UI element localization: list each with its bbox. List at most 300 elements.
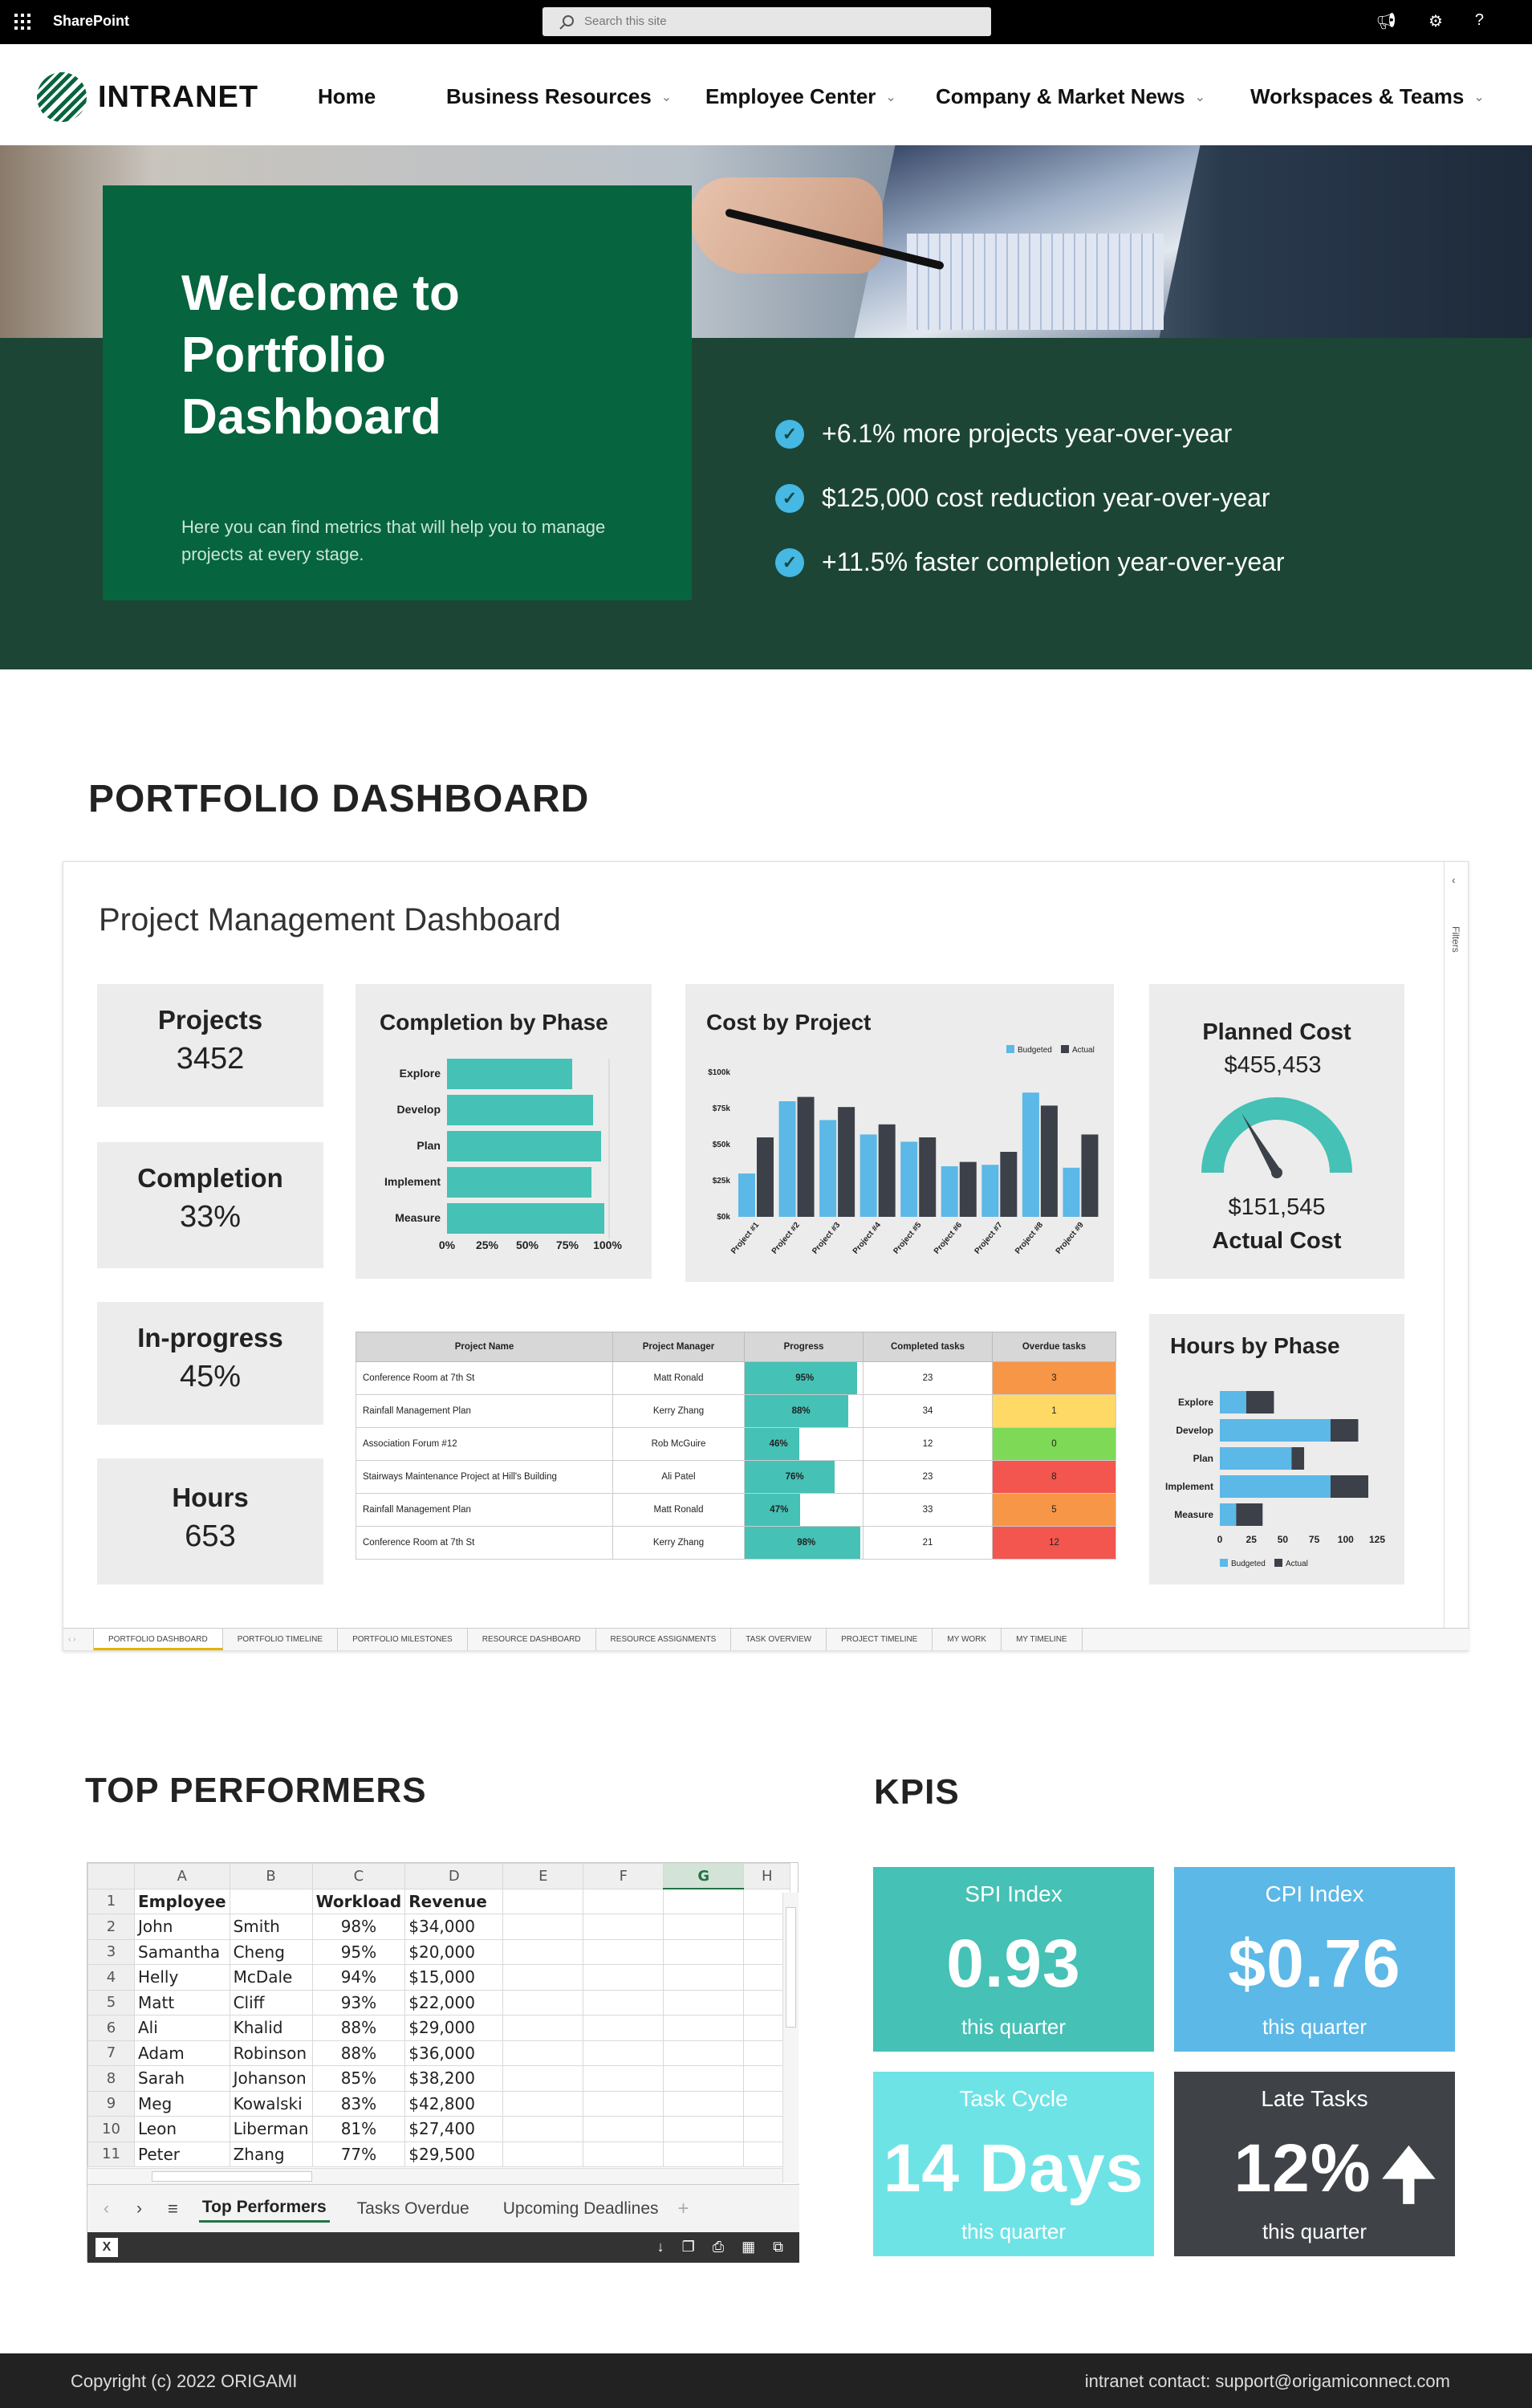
top-performers-heading: TOP PERFORMERS xyxy=(85,1771,427,1810)
cell[interactable]: Peter xyxy=(135,2142,230,2167)
planned-cost-value: $455,453 xyxy=(1224,1052,1322,1078)
cell[interactable] xyxy=(503,2066,583,2092)
cost-by-project-chart[interactable] xyxy=(685,1040,1114,1281)
bar xyxy=(900,1141,917,1217)
cell[interactable]: 88% xyxy=(312,2015,405,2041)
tick-label: 25% xyxy=(475,1239,499,1251)
powerbi-report xyxy=(63,861,1469,1651)
project-name: Stairways Maintenance Project at Hill's Building xyxy=(356,1461,613,1494)
cell[interactable] xyxy=(664,2117,744,2142)
cell[interactable]: $42,800 xyxy=(405,2091,503,2117)
bar xyxy=(779,1101,796,1217)
category-label: Explore xyxy=(1177,1397,1213,1408)
legend-label: Actual xyxy=(1072,1046,1095,1055)
progress-cell xyxy=(745,1428,864,1461)
tick-label: 0% xyxy=(438,1239,456,1251)
gear-icon[interactable]: ⚙ xyxy=(1428,13,1443,31)
tick-label: 100% xyxy=(593,1239,622,1251)
site-footer xyxy=(0,2353,1532,2408)
logo-text: INTRANET xyxy=(98,79,259,114)
sheet-row xyxy=(88,2117,790,2142)
cell[interactable]: Matt xyxy=(135,1990,230,2015)
bar xyxy=(1331,1419,1358,1442)
table-row[interactable] xyxy=(356,1395,1116,1428)
cell[interactable] xyxy=(664,1990,744,2015)
cell[interactable]: Samantha xyxy=(135,1939,230,1965)
category-label: Project #9 xyxy=(1054,1220,1086,1256)
column-header[interactable]: E xyxy=(503,1864,583,1889)
cell[interactable]: $34,000 xyxy=(405,1914,503,1940)
cell[interactable]: Kowalski xyxy=(230,2091,312,2117)
excel-embed xyxy=(87,1862,799,2262)
legend-swatch xyxy=(1061,1045,1069,1053)
bar xyxy=(1220,1475,1331,1498)
bar xyxy=(1220,1391,1246,1413)
cell[interactable]: $15,000 xyxy=(405,1965,503,1991)
hero-card xyxy=(103,185,692,600)
cell[interactable] xyxy=(664,2040,744,2066)
row-number[interactable]: 1 xyxy=(88,1889,135,1914)
bar xyxy=(1291,1447,1304,1470)
cell[interactable] xyxy=(664,1914,744,1940)
column-header[interactable]: D xyxy=(405,1864,503,1889)
tick-label: 50% xyxy=(515,1239,539,1251)
bar xyxy=(860,1134,877,1217)
filters-label: Filters xyxy=(1450,926,1461,953)
bar xyxy=(838,1107,855,1217)
table-row[interactable] xyxy=(356,1461,1116,1494)
vertical-scrollbar[interactable] xyxy=(782,1893,799,2183)
cell[interactable] xyxy=(664,2091,744,2117)
bullet-text: +11.5% faster completion year-over-year xyxy=(822,547,1285,576)
cell[interactable] xyxy=(583,1939,664,1965)
completed-tasks: 33 xyxy=(864,1494,993,1527)
cell[interactable] xyxy=(664,1965,744,1991)
tick-label: $50k xyxy=(712,1141,730,1149)
column-header[interactable]: G xyxy=(664,1864,744,1889)
cell[interactable] xyxy=(503,1965,583,1991)
bar xyxy=(1246,1391,1274,1413)
cell[interactable]: Helly xyxy=(135,1965,230,1991)
row-number[interactable]: 10 xyxy=(88,2117,135,2142)
sheet-prev-icon[interactable]: ‹ xyxy=(104,2199,109,2218)
column-header[interactable]: Progress xyxy=(745,1332,864,1362)
project-manager: Rob McGuire xyxy=(613,1428,745,1461)
cell[interactable] xyxy=(583,2015,664,2041)
cell[interactable]: Revenue xyxy=(405,1889,503,1914)
cell[interactable] xyxy=(664,1939,744,1965)
all-sheets-icon[interactable]: ≡ xyxy=(168,2198,178,2219)
progress-value: 98% xyxy=(797,1538,816,1548)
kpi-hours xyxy=(97,1458,323,1584)
cost-gauge[interactable] xyxy=(1197,1092,1357,1185)
cell[interactable] xyxy=(664,2066,744,2092)
cell[interactable] xyxy=(503,1889,583,1914)
category-label: Project #1 xyxy=(729,1220,762,1256)
gauge-hub xyxy=(1271,1167,1282,1178)
hero-laptop-screen xyxy=(907,234,1164,330)
sheet-tab-active[interactable]: Top Performers xyxy=(199,2194,330,2223)
app-name[interactable]: SharePoint xyxy=(53,13,130,29)
cell[interactable]: 98% xyxy=(312,1914,405,1940)
bar xyxy=(879,1125,896,1217)
cell[interactable] xyxy=(503,2117,583,2142)
nav-home[interactable] xyxy=(318,84,376,109)
nav-employee-center[interactable] xyxy=(705,84,896,109)
project-manager: Matt Ronald xyxy=(613,1362,745,1395)
sheet-next-icon[interactable]: › xyxy=(136,2199,142,2218)
column-header[interactable]: C xyxy=(312,1864,405,1889)
cell[interactable] xyxy=(503,2015,583,2041)
kpi-card-label: CPI Index xyxy=(1265,1881,1364,1906)
chevron-down-icon: ⌄ xyxy=(1194,90,1206,104)
cell[interactable]: $27,400 xyxy=(405,2117,503,2142)
hero-subtitle: Here you can find metrics that will help you to manage projects at every stage. xyxy=(181,517,606,564)
reading-view-icon[interactable]: ▦ xyxy=(742,2239,756,2255)
row-number[interactable]: 4 xyxy=(88,1965,135,1991)
checkmark-icon: ✓ xyxy=(775,548,804,577)
category-label: Project #3 xyxy=(811,1220,843,1256)
progress-cell xyxy=(745,1527,864,1560)
category-label: Develop xyxy=(396,1103,441,1116)
bar xyxy=(798,1097,815,1217)
sheet-row xyxy=(88,1914,790,1940)
report-title: Project Management Dashboard xyxy=(99,902,561,938)
bar xyxy=(447,1131,601,1161)
tick-label: 25 xyxy=(1246,1534,1257,1545)
tick-label: 100 xyxy=(1337,1534,1354,1545)
bar xyxy=(1236,1503,1262,1526)
bar xyxy=(941,1166,958,1217)
project-table-visual xyxy=(356,1332,1116,1560)
cell[interactable]: John xyxy=(135,1914,230,1940)
cell[interactable]: Adam xyxy=(135,2040,230,2066)
column-header[interactable]: Overdue tasks xyxy=(993,1332,1116,1362)
bar xyxy=(1000,1152,1017,1217)
sheet-tab[interactable]: Tasks Overdue xyxy=(356,2199,469,2218)
chevron-left-icon[interactable]: ‹ xyxy=(1452,873,1456,886)
kpi-value: 653 xyxy=(185,1519,236,1553)
column-header[interactable]: H xyxy=(744,1864,790,1889)
sheet-row xyxy=(88,2091,790,2117)
cell[interactable]: Johanson xyxy=(230,2066,312,2092)
cell[interactable] xyxy=(583,1990,664,2015)
cell[interactable]: 81% xyxy=(312,2117,405,2142)
report-tab[interactable]: MY WORK xyxy=(933,1629,1002,1650)
kpi-card-late-tasks[interactable] xyxy=(1174,2072,1455,2256)
kpi-card-sub: this quarter xyxy=(961,2219,1067,2243)
add-sheet-icon[interactable]: + xyxy=(677,2197,689,2219)
column-header[interactable]: F xyxy=(583,1864,664,1889)
kpi-card-spi[interactable] xyxy=(873,1867,1154,2052)
cell[interactable]: $29,500 xyxy=(405,2142,503,2167)
progress-cell xyxy=(745,1461,864,1494)
hours-by-phase-chart[interactable] xyxy=(1149,1378,1404,1579)
nav-business-resources[interactable] xyxy=(446,84,672,109)
nav-label: Company & Market News xyxy=(936,84,1185,108)
completed-tasks: 12 xyxy=(864,1428,993,1461)
kpi-card-value-wrap xyxy=(1150,2129,1455,2213)
cell[interactable]: Robinson xyxy=(230,2040,312,2066)
nav-label: Workspaces & Teams xyxy=(1250,84,1465,108)
kpi-card-cpi[interactable] xyxy=(1174,1867,1455,2052)
tick-label: 75% xyxy=(555,1239,579,1251)
corner-cell[interactable] xyxy=(88,1864,135,1889)
horizontal-scrollbar[interactable] xyxy=(87,2168,782,2184)
progress-value: 88% xyxy=(791,1406,811,1416)
hero-title: Welcome to Portfolio Dashboard xyxy=(181,266,460,445)
chevron-down-icon: ⌄ xyxy=(1473,90,1485,104)
tick-label: 75 xyxy=(1308,1534,1320,1545)
bar xyxy=(738,1173,755,1217)
bar xyxy=(1220,1447,1291,1470)
report-tab[interactable]: PORTFOLIO MILESTONES xyxy=(338,1629,468,1650)
bar xyxy=(1041,1105,1058,1217)
sheet-tabs xyxy=(87,2184,799,2232)
overdue-tasks: 5 xyxy=(993,1494,1116,1527)
sheet-row xyxy=(88,1965,790,1991)
project-name: Rainfall Management Plan xyxy=(356,1395,613,1428)
cell[interactable]: 95% xyxy=(312,1939,405,1965)
cell[interactable]: Workload xyxy=(312,1889,405,1914)
row-number[interactable]: 6 xyxy=(88,2015,135,2041)
tick-label: $25k xyxy=(712,1177,730,1186)
planned-cost-tile xyxy=(1149,984,1404,1279)
site-logo[interactable] xyxy=(37,72,258,122)
overdue-tasks: 0 xyxy=(993,1428,1116,1461)
cell[interactable]: Leon xyxy=(135,2117,230,2142)
cell[interactable] xyxy=(503,1990,583,2015)
project-manager: Matt Ronald xyxy=(613,1494,745,1527)
help-icon[interactable]: ? xyxy=(1474,11,1484,29)
cost-by-project-tile xyxy=(685,984,1114,1282)
cell[interactable]: 88% xyxy=(312,2040,405,2066)
cell[interactable] xyxy=(503,2142,583,2167)
report-tab[interactable]: PORTFOLIO DASHBOARD xyxy=(94,1629,223,1650)
cell[interactable]: Khalid xyxy=(230,2015,312,2041)
cell[interactable] xyxy=(230,1889,312,1914)
footer-contact[interactable]: intranet contact: support@origamiconnect.com xyxy=(1084,2371,1450,2391)
cell[interactable] xyxy=(583,2142,664,2167)
progress-value: 47% xyxy=(770,1505,789,1515)
chevron-down-icon: ⌄ xyxy=(885,90,896,104)
cell[interactable]: $38,200 xyxy=(405,2066,503,2092)
legend-label: Budgeted xyxy=(1018,1046,1052,1055)
report-tab[interactable]: PROJECT TIMELINE xyxy=(827,1629,933,1650)
cell[interactable]: 94% xyxy=(312,1965,405,1991)
table-row[interactable] xyxy=(356,1428,1116,1461)
gauge-needle xyxy=(1241,1113,1281,1175)
bar xyxy=(447,1095,593,1125)
cell[interactable] xyxy=(503,2091,583,2117)
megaphone-icon[interactable]: 📢︎ xyxy=(1376,13,1396,31)
bar xyxy=(919,1137,936,1217)
row-number[interactable]: 7 xyxy=(88,2040,135,2066)
tick-label: $0k xyxy=(717,1213,730,1222)
cell[interactable] xyxy=(503,1914,583,1940)
column-header[interactable]: B xyxy=(230,1864,312,1889)
cell[interactable]: Cheng xyxy=(230,1939,312,1965)
cell[interactable] xyxy=(503,2040,583,2066)
progress-cell xyxy=(745,1395,864,1428)
bar xyxy=(1063,1168,1079,1217)
cell[interactable]: $22,000 xyxy=(405,1990,503,2015)
cell[interactable]: 83% xyxy=(312,2091,405,2117)
bar xyxy=(447,1059,572,1089)
project-manager: Ali Patel xyxy=(613,1461,745,1494)
kpi-label: Completion xyxy=(137,1163,283,1193)
actual-cost-label: Actual Cost xyxy=(1212,1228,1342,1254)
tick-label: 125 xyxy=(1368,1534,1386,1545)
bar xyxy=(1022,1092,1039,1217)
row-number[interactable]: 11 xyxy=(88,2142,135,2167)
cell[interactable]: 77% xyxy=(312,2142,405,2167)
kpi-card-sub: this quarter xyxy=(1262,2219,1367,2243)
cell[interactable] xyxy=(583,2117,664,2142)
search-placeholder: Search this site xyxy=(584,14,667,28)
cell[interactable]: Meg xyxy=(135,2091,230,2117)
cell[interactable]: Sarah xyxy=(135,2066,230,2092)
nav-workspaces-teams[interactable] xyxy=(1250,84,1485,109)
row-number[interactable]: 8 xyxy=(88,2066,135,2092)
row-number[interactable]: 2 xyxy=(88,1914,135,1940)
scrollbar-thumb[interactable] xyxy=(786,1907,796,2028)
scrollbar-thumb[interactable] xyxy=(152,2171,312,2182)
category-label: Project #7 xyxy=(973,1220,1005,1256)
cell[interactable] xyxy=(664,2142,744,2167)
table-row[interactable] xyxy=(356,1362,1116,1395)
legend-label: Actual xyxy=(1286,1560,1308,1568)
kpi-card-value: 12% xyxy=(1233,2130,1371,2206)
cell[interactable] xyxy=(664,2015,744,2041)
sheet-tab[interactable]: Upcoming Deadlines xyxy=(502,2199,659,2218)
checkmark-icon: ✓ xyxy=(775,484,804,513)
sheet-row xyxy=(88,1990,790,2015)
cell[interactable] xyxy=(583,2091,664,2117)
project-table xyxy=(356,1332,1116,1560)
cell[interactable]: Employee xyxy=(135,1889,230,1914)
category-label: Plan xyxy=(1193,1453,1213,1464)
suite-bar xyxy=(0,0,1532,44)
bar xyxy=(1331,1475,1368,1498)
completion-by-phase-chart[interactable] xyxy=(356,1048,652,1273)
kpi-completion xyxy=(97,1142,323,1268)
cell[interactable]: $36,000 xyxy=(405,2040,503,2066)
overdue-tasks: 12 xyxy=(993,1527,1116,1560)
cell[interactable] xyxy=(583,1965,664,1991)
overdue-tasks: 8 xyxy=(993,1461,1116,1494)
nav-label: Business Resources xyxy=(446,84,652,108)
row-number[interactable]: 5 xyxy=(88,1990,135,2015)
cell[interactable]: $20,000 xyxy=(405,1939,503,1965)
column-header[interactable]: A xyxy=(135,1864,230,1889)
report-tab[interactable]: RESOURCE DASHBOARD xyxy=(468,1629,596,1650)
kpi-projects xyxy=(97,984,323,1107)
kpi-card-label: Late Tasks xyxy=(1261,2086,1368,2111)
bar xyxy=(1081,1134,1098,1217)
cell[interactable] xyxy=(664,1889,744,1914)
chart-title: Hours by Phase xyxy=(1170,1333,1340,1358)
report-page-tabs xyxy=(63,1628,1469,1650)
cell[interactable]: $29,000 xyxy=(405,2015,503,2041)
kpi-card-task-cycle[interactable] xyxy=(873,2072,1154,2256)
planned-cost-label: Planned Cost xyxy=(1202,1019,1351,1045)
category-label: Project #4 xyxy=(851,1220,883,1256)
report-tab[interactable]: MY TIMELINE xyxy=(1002,1629,1083,1650)
cell[interactable] xyxy=(503,1939,583,1965)
cell[interactable]: 93% xyxy=(312,1990,405,2015)
search-icon xyxy=(559,14,575,31)
print-icon[interactable]: ⎙ xyxy=(712,2239,725,2255)
app-launcher-icon[interactable] xyxy=(14,14,30,30)
cell[interactable]: Liberman xyxy=(230,2117,312,2142)
nav-label: Home xyxy=(318,84,376,108)
popout-icon[interactable]: ⧉ xyxy=(773,2239,783,2255)
progress-cell xyxy=(745,1362,864,1395)
sheet-row xyxy=(88,1889,790,1914)
spreadsheet-grid[interactable] xyxy=(87,1863,790,2167)
project-name: Association Forum #12 xyxy=(356,1428,613,1461)
cell[interactable]: McDale xyxy=(230,1965,312,1991)
legend-label: Budgeted xyxy=(1231,1560,1266,1568)
project-name: Conference Room at 7th St xyxy=(356,1362,613,1395)
cell[interactable] xyxy=(583,1889,664,1914)
sheet-row xyxy=(88,2142,790,2167)
search-box[interactable] xyxy=(542,7,991,36)
row-number[interactable]: 9 xyxy=(88,2091,135,2117)
cell[interactable] xyxy=(583,1914,664,1940)
tick-label: 0 xyxy=(1217,1534,1223,1545)
hero-bullet xyxy=(775,419,1232,449)
kpi-card-label: SPI Index xyxy=(965,1881,1063,1906)
report-tab[interactable]: RESOURCE ASSIGNMENTS xyxy=(596,1629,732,1650)
cell[interactable]: Zhang xyxy=(230,2142,312,2167)
filters-pane[interactable] xyxy=(1444,862,1468,1628)
cell[interactable] xyxy=(583,2066,664,2092)
progress-value: 95% xyxy=(795,1373,815,1383)
column-header[interactable]: Project Manager xyxy=(613,1332,745,1362)
project-name: Rainfall Management Plan xyxy=(356,1494,613,1527)
chart-title: Cost by Project xyxy=(706,1010,872,1035)
table-row[interactable] xyxy=(356,1494,1116,1527)
site-header xyxy=(0,44,1532,145)
bullet-text: $125,000 cost reduction year-over-year xyxy=(822,483,1270,512)
column-header[interactable]: Project Name xyxy=(356,1332,613,1362)
row-number[interactable]: 3 xyxy=(88,1939,135,1965)
cell[interactable]: Cliff xyxy=(230,1990,312,2015)
completion-by-phase-tile xyxy=(356,984,652,1279)
sheet-row xyxy=(88,2015,790,2041)
excel-logo-icon[interactable]: X xyxy=(95,2238,118,2257)
cell[interactable]: 85% xyxy=(312,2066,405,2092)
kpi-label: Projects xyxy=(157,1005,263,1035)
overdue-tasks: 3 xyxy=(993,1362,1116,1395)
report-tab[interactable]: TASK OVERVIEW xyxy=(731,1629,827,1650)
nav-company-news[interactable] xyxy=(936,84,1205,109)
cell[interactable]: Smith xyxy=(230,1914,312,1940)
column-header[interactable]: Completed tasks xyxy=(864,1332,993,1362)
hero-bullet xyxy=(775,547,1285,577)
download-icon[interactable]: ↓ xyxy=(656,2239,664,2255)
cell[interactable] xyxy=(583,2040,664,2066)
overdue-tasks: 1 xyxy=(993,1395,1116,1428)
table-row[interactable] xyxy=(356,1527,1116,1560)
kpi-card-value: 0.93 xyxy=(946,1926,1081,2001)
copy-icon[interactable]: ❐ xyxy=(681,2239,695,2255)
cell[interactable]: Ali xyxy=(135,2015,230,2041)
report-tab[interactable]: PORTFOLIO TIMELINE xyxy=(223,1629,338,1650)
tab-scroll-arrows-icon[interactable]: ‹ › xyxy=(63,1629,94,1650)
